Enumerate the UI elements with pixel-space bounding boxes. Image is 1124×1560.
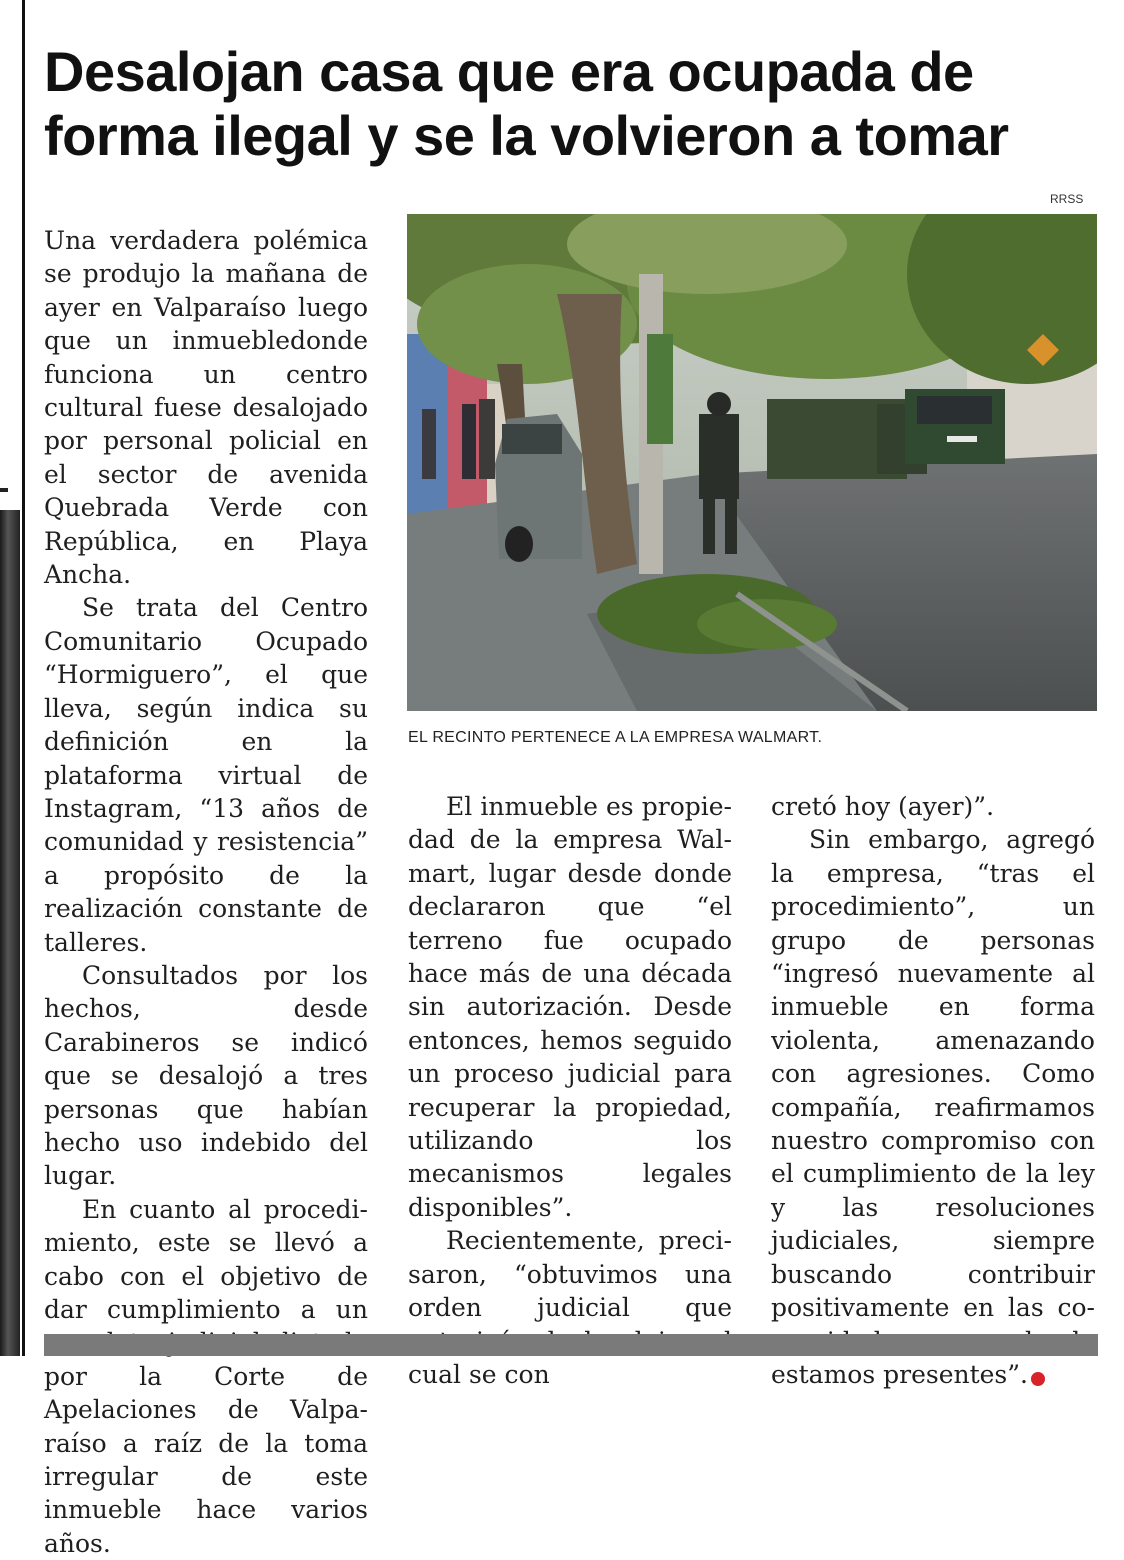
- left-edge-mark: [0, 488, 8, 492]
- paragraph: El inmueble es propiedad de la empresa Walmart, lugar desde donde declararon que “el terreno fue ocupado hace más de una década sin autorización. Desde entonces, hemos seguido un proceso judicial para recuperar la propiedad, utilizando los mecanismos legales disponibles”.: [408, 792, 732, 1222]
- paragraph: Consultados por los hechos, desde Carabineros se indicó que se desalojó a tres personas que habían hecho uso indebido del lugar.: [44, 960, 368, 1191]
- photo-credit: RRSS: [1050, 192, 1084, 206]
- bottom-bar: [44, 1334, 1098, 1356]
- article-headline: Desalojan casa que era ocupada de forma ilegal y se la volvieron a tomar: [44, 40, 1009, 167]
- paragraph-text: Sin embargo, agregó la empresa, “tras el procedimiento”, un grupo de personas “ingresó nuevamente al inmueble en forma violenta, amenazando con agresiones. Como compañía, reafirmamos nuestro compromiso con el cumplimiento de la ley y las resoluciones judiciales, siempre buscando contribuir positivamente en las co estamos presentes”.: [771, 825, 1095, 1389]
- paragraph: [771, 823, 1095, 1391]
- article-photo: [407, 214, 1097, 711]
- star-end-mark-icon: ✪: [1031, 1372, 1045, 1386]
- paragraph: cretó hoy (ayer)”.: [771, 792, 995, 821]
- article-column-1: [44, 224, 368, 1560]
- article-column-3: [771, 790, 1095, 1391]
- left-column-rule: [22, 0, 25, 1356]
- paragraph: Una verdadera polémica se produjo la mañana de ayer en Valparaíso luego que un inmuebledonde funciona un centro cultural fuese desalojado por personal policial en el sector de avenida Quebrada Verde con República, en Playa Ancha.: [44, 226, 368, 590]
- paragraph: Se trata del Centro Comunitario Ocupado “Hormiguero”, el que lleva, según indica su definición en la plataforma virtual de Instagram, “13 años de comunidad y resistencia” a propósito de la realización constante de talleres.: [44, 593, 368, 957]
- paragraph: En cuanto al procedimiento, este se llevó a cabo con el objetivo de dar cumplimiento a un por la Corte de Apelaciones de Valparaíso a raíz de la toma irregular de este inmueble hace varios años.: [44, 1194, 368, 1558]
- adjacent-photo-strip: [0, 510, 20, 1356]
- article-column-2: [408, 790, 732, 1391]
- paragraph: Recientemente, precisaron, “obtuvimos una orden judicial que cual se con: [408, 1226, 732, 1389]
- photo-caption: EL RECINTO PERTENECE A LA EMPRESA WALMART.: [408, 729, 823, 746]
